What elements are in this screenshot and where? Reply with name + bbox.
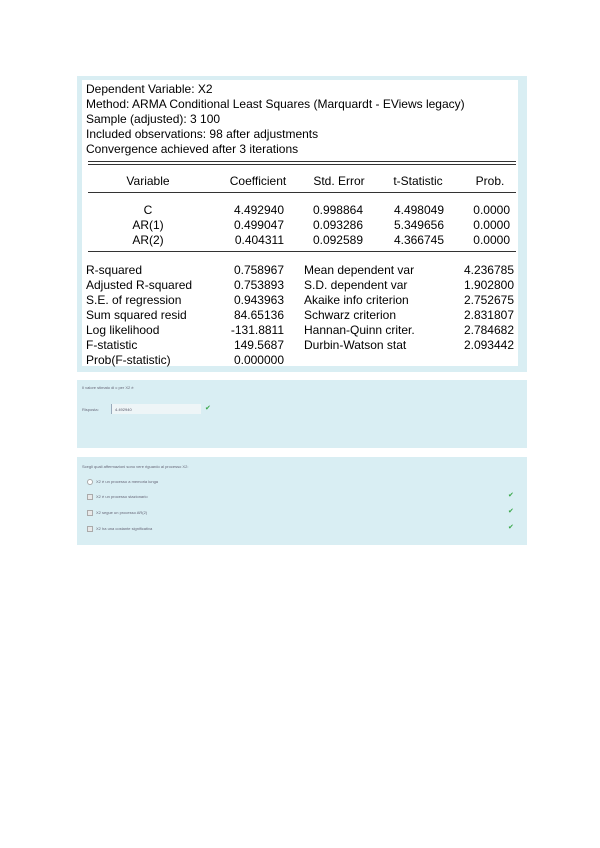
sample-line: Sample (adjusted): 3 100 (86, 112, 221, 126)
column-header-std-error: Std. Error (313, 174, 365, 188)
question-1-panel (77, 380, 527, 448)
row-t-statistic: 5.349656 (393, 218, 444, 232)
question-2-panel (77, 457, 527, 545)
question-2-prompt: Scegli quali affermazioni sono vere riguardo al processo X2: (82, 464, 189, 469)
stat-label: Adjusted R-squared (86, 278, 193, 292)
stat-label: R-squared (86, 263, 143, 277)
table-header-rule (88, 192, 516, 193)
stat-value: 2.093442 (463, 338, 514, 352)
stat-value: 84.65136 (233, 308, 284, 322)
method-line: Method: ARMA Conditional Least Squares (Marquardt - EViews legacy) (86, 97, 465, 111)
eviews-estimation-output (82, 80, 518, 366)
row-variable: AR(2) (132, 233, 164, 247)
stat-value: 0.758967 (233, 263, 284, 277)
column-header-variable: Variable (126, 174, 170, 188)
stat-value: 149.5687 (233, 338, 284, 352)
convergence-line: Convergence achieved after 3 iterations (86, 142, 299, 156)
column-header-t-statistic: t-Statistic (393, 174, 443, 188)
stat-value: -131.8811 (230, 323, 284, 337)
stat-value: 0.943963 (233, 293, 284, 307)
stat-value: 0.753893 (233, 278, 284, 292)
table-top-rule (88, 161, 516, 162)
row-variable: C (143, 203, 153, 217)
table-top-rule-double (88, 164, 516, 165)
stat-value: 0.000000 (233, 353, 284, 367)
row-coefficient: 4.492940 (233, 203, 284, 217)
check-icon: ✔ (508, 524, 514, 531)
stat-value: 1.902800 (463, 278, 514, 292)
row-t-statistic: 4.366745 (393, 233, 444, 247)
row-prob: 0.0000 (473, 218, 510, 232)
stat-value: 4.236785 (463, 263, 514, 277)
row-std-error: 0.092589 (312, 233, 363, 247)
row-t-statistic: 4.498049 (393, 203, 444, 217)
stat-label: Log likelihood (86, 323, 160, 337)
check-icon: ✔ (205, 405, 211, 412)
stat-label: Hannan-Quinn criter. (304, 323, 415, 337)
question-1-prompt: Il valore stimato di c per X2 è (82, 385, 134, 390)
stat-value: 2.831807 (463, 308, 514, 322)
stat-label: S.D. dependent var (304, 278, 408, 292)
option-checkbox[interactable] (87, 510, 93, 516)
option-checkbox[interactable] (87, 494, 93, 500)
option-label: X2 segue un processo AR(2) (96, 510, 148, 515)
stat-label: S.E. of regression (86, 293, 182, 307)
option-label: X2 è un processo a memoria lunga (96, 479, 159, 484)
eviews-output-panel (77, 76, 527, 372)
stat-label: Akaike info criterion (304, 293, 409, 307)
row-coefficient: 0.499047 (233, 218, 284, 232)
table-stats-rule (88, 251, 516, 252)
stat-label: Schwarz criterion (304, 308, 397, 322)
observations-line: Included observations: 98 after adjustments (86, 127, 319, 141)
row-variable: AR(1) (132, 218, 164, 232)
stat-value: 2.752675 (463, 293, 514, 307)
stat-label: Sum squared resid (86, 308, 187, 322)
option-radio[interactable] (87, 479, 93, 485)
stat-label: F-statistic (86, 338, 138, 352)
row-coefficient: 0.404311 (234, 233, 284, 247)
check-icon: ✔ (508, 492, 514, 499)
option-checkbox[interactable] (87, 526, 93, 532)
row-std-error: 0.093286 (312, 218, 363, 232)
answer-input[interactable] (111, 404, 201, 414)
row-std-error: 0.998864 (312, 203, 363, 217)
row-prob: 0.0000 (473, 203, 510, 217)
option-label: X2 è un processo stazionario (96, 494, 148, 499)
stat-value: 2.784682 (463, 323, 514, 337)
row-prob: 0.0000 (473, 233, 510, 247)
stat-label: Durbin-Watson stat (304, 338, 407, 352)
check-icon: ✔ (508, 508, 514, 515)
stat-label: Prob(F-statistic) (86, 353, 171, 367)
answer-label: Risposta: (82, 407, 99, 412)
option-label: X2 ha una costante significativa (96, 526, 153, 531)
dependent-variable-line: Dependent Variable: X2 (86, 82, 213, 96)
column-header-coefficient: Coefficient (229, 174, 287, 188)
column-header-prob: Prob. (475, 174, 505, 188)
stat-label: Mean dependent var (304, 263, 415, 277)
